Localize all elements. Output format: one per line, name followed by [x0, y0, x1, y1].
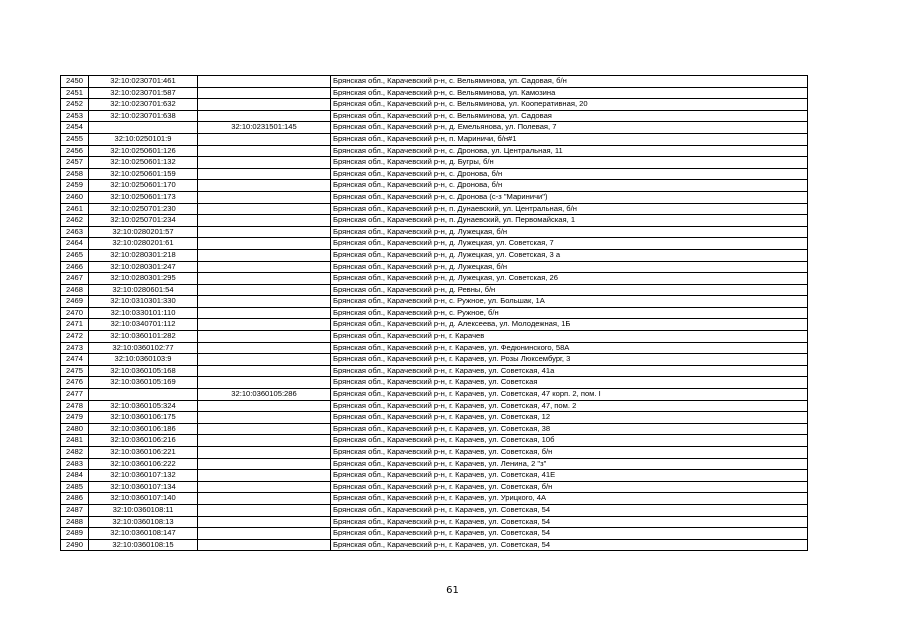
row-number-cell: 2470: [61, 307, 89, 319]
row-number-cell: 2485: [61, 481, 89, 493]
address-cell: Брянская обл., Карачевский р-н, с. Дронова, б/н: [331, 168, 808, 180]
address-cell: Брянская обл., Карачевский р-н, г. Карачев, ул. Розы Люксембург, 3: [331, 354, 808, 366]
cadastral-number-cell: 32:10:0250701:230: [89, 203, 198, 215]
table-row: [61, 284, 808, 296]
cadastral-number-cell: 32:10:0230701:461: [89, 76, 198, 88]
table-row: [61, 273, 808, 285]
address-cell: Брянская обл., Карачевский р-н, г. Карачев, ул. Советская, 38: [331, 423, 808, 435]
address-cell: Брянская обл., Карачевский р-н, г. Карачев, ул. Урицкого, 4А: [331, 493, 808, 505]
cadastral-number-cell: 32:10:0360105:168: [89, 365, 198, 377]
address-cell: Брянская обл., Карачевский р-н, г. Карачев, ул. Советская: [331, 377, 808, 389]
building-cadastral-number-cell: 32:10:0231501:145: [198, 122, 331, 134]
cadastral-number-cell: 32:10:0360107:132: [89, 470, 198, 482]
cadastral-number-cell: 32:10:0280601:54: [89, 284, 198, 296]
row-number-cell: 2465: [61, 249, 89, 261]
address-cell: Брянская обл., Карачевский р-н, с. Ружное, ул. Большак, 1А: [331, 296, 808, 308]
cadastral-number-cell: 32:10:0360106:175: [89, 412, 198, 424]
table-row: [61, 133, 808, 145]
table-row: [61, 377, 808, 389]
table-row: [61, 226, 808, 238]
cadastral-number-cell: [89, 122, 198, 134]
table-row: [61, 412, 808, 424]
address-cell: Брянская обл., Карачевский р-н, г. Карачев: [331, 331, 808, 343]
table-row: [61, 296, 808, 308]
cadastral-number-cell: 32:10:0360103:9: [89, 354, 198, 366]
building-cadastral-number-cell: [198, 342, 331, 354]
building-cadastral-number-cell: [198, 412, 331, 424]
cadastral-number-cell: 32:10:0230701:638: [89, 110, 198, 122]
cadastral-number-cell: 32:10:0360106:221: [89, 447, 198, 459]
address-cell: Брянская обл., Карачевский р-н, с. Вельяминова, ул. Кооперативная, 20: [331, 99, 808, 111]
table-row: [61, 168, 808, 180]
building-cadastral-number-cell: [198, 354, 331, 366]
address-cell: Брянская обл., Карачевский р-н, г. Карачев, ул. Советская, б/н: [331, 481, 808, 493]
address-cell: Брянская обл., Карачевский р-н, д. Лужецкая, ул. Советская, 3 а: [331, 249, 808, 261]
row-number-cell: 2451: [61, 87, 89, 99]
address-cell: Брянская обл., Карачевский р-н, г. Карачев, ул. Советская, 12: [331, 412, 808, 424]
row-number-cell: 2453: [61, 110, 89, 122]
cadastral-number-cell: 32:10:0340701:112: [89, 319, 198, 331]
address-cell: Брянская обл., Карачевский р-н, д. Бугры, б/н: [331, 157, 808, 169]
building-cadastral-number-cell: [198, 447, 331, 459]
building-cadastral-number-cell: [198, 157, 331, 169]
table-row: [61, 238, 808, 250]
building-cadastral-number-cell: [198, 296, 331, 308]
address-cell: Брянская обл., Карачевский р-н, д. Алексеева, ул. Молодежная, 1Б: [331, 319, 808, 331]
address-cell: Брянская обл., Карачевский р-н, с. Дронова, ул. Центральная, 11: [331, 145, 808, 157]
cadastral-number-cell: 32:10:0360105:169: [89, 377, 198, 389]
page-number: 61: [446, 585, 459, 596]
cadastral-number-cell: 32:10:0250601:173: [89, 191, 198, 203]
table-row: [61, 481, 808, 493]
cadastral-number-cell: 32:10:0280301:247: [89, 261, 198, 273]
building-cadastral-number-cell: [198, 87, 331, 99]
cadastral-number-cell: 32:10:0360108:11: [89, 504, 198, 516]
row-number-cell: 2455: [61, 133, 89, 145]
row-number-cell: 2476: [61, 377, 89, 389]
address-cell: Брянская обл., Карачевский р-н, с. Ружное, б/н: [331, 307, 808, 319]
row-number-cell: 2471: [61, 319, 89, 331]
building-cadastral-number-cell: [198, 203, 331, 215]
row-number-cell: 2460: [61, 191, 89, 203]
building-cadastral-number-cell: [198, 307, 331, 319]
row-number-cell: 2463: [61, 226, 89, 238]
table-row: [61, 331, 808, 343]
building-cadastral-number-cell: [198, 516, 331, 528]
building-cadastral-number-cell: [198, 377, 331, 389]
row-number-cell: 2458: [61, 168, 89, 180]
table-row: [61, 307, 808, 319]
cadastral-number-cell: 32:10:0360106:222: [89, 458, 198, 470]
cadastral-number-cell: 32:10:0360102:77: [89, 342, 198, 354]
row-number-cell: 2452: [61, 99, 89, 111]
building-cadastral-number-cell: [198, 481, 331, 493]
building-cadastral-number-cell: [198, 458, 331, 470]
table-row: [61, 470, 808, 482]
row-number-cell: 2450: [61, 76, 89, 88]
table-row: [61, 539, 808, 551]
row-number-cell: 2479: [61, 412, 89, 424]
table-row: [61, 493, 808, 505]
table-row: [61, 504, 808, 516]
cadastral-number-cell: 32:10:0360108:15: [89, 539, 198, 551]
row-number-cell: 2462: [61, 215, 89, 227]
cadastral-number-cell: 32:10:0230701:587: [89, 87, 198, 99]
table-row: [61, 99, 808, 111]
building-cadastral-number-cell: [198, 110, 331, 122]
building-cadastral-number-cell: [198, 273, 331, 285]
property-table: [60, 75, 808, 551]
row-number-cell: 2469: [61, 296, 89, 308]
building-cadastral-number-cell: [198, 215, 331, 227]
cadastral-number-cell: 32:10:0360105:324: [89, 400, 198, 412]
address-cell: Брянская обл., Карачевский р-н, г. Карачев, ул. Советская, 54: [331, 539, 808, 551]
row-number-cell: 2478: [61, 400, 89, 412]
building-cadastral-number-cell: [198, 319, 331, 331]
row-number-cell: 2484: [61, 470, 89, 482]
row-number-cell: 2472: [61, 331, 89, 343]
row-number-cell: 2474: [61, 354, 89, 366]
cadastral-number-cell: 32:10:0250601:126: [89, 145, 198, 157]
address-cell: Брянская обл., Карачевский р-н, с. Дронова, б/н: [331, 180, 808, 192]
table-row: [61, 261, 808, 273]
table-row: [61, 191, 808, 203]
building-cadastral-number-cell: [198, 493, 331, 505]
building-cadastral-number-cell: [198, 238, 331, 250]
building-cadastral-number-cell: [198, 99, 331, 111]
address-cell: Брянская обл., Карачевский р-н, д. Лужецкая, ул. Советская, 7: [331, 238, 808, 250]
cadastral-number-cell: 32:10:0250601:170: [89, 180, 198, 192]
building-cadastral-number-cell: [198, 145, 331, 157]
table-row: [61, 249, 808, 261]
cadastral-number-cell: 32:10:0360106:186: [89, 423, 198, 435]
address-cell: Брянская обл., Карачевский р-н, г. Карачев, ул. Ленина, 2 "з": [331, 458, 808, 470]
building-cadastral-number-cell: [198, 435, 331, 447]
table-row: [61, 180, 808, 192]
property-table-body: [61, 76, 808, 551]
row-number-cell: 2477: [61, 389, 89, 401]
address-cell: Брянская обл., Карачевский р-н, с. Вельяминова, ул. Садовая: [331, 110, 808, 122]
address-cell: Брянская обл., Карачевский р-н, г. Карачев, ул. Советская, б/н: [331, 447, 808, 459]
cadastral-number-cell: 32:10:0230701:632: [89, 99, 198, 111]
table-row: [61, 76, 808, 88]
table-row: [61, 365, 808, 377]
building-cadastral-number-cell: [198, 226, 331, 238]
table-row: [61, 389, 808, 401]
table-row: [61, 447, 808, 459]
cadastral-number-cell: 32:10:0360101:282: [89, 331, 198, 343]
address-cell: Брянская обл., Карачевский р-н, д. Лужецкая, б/н: [331, 261, 808, 273]
address-cell: Брянская обл., Карачевский р-н, г. Карачев, ул. Советская, 41а: [331, 365, 808, 377]
row-number-cell: 2487: [61, 504, 89, 516]
row-number-cell: 2454: [61, 122, 89, 134]
building-cadastral-number-cell: [198, 423, 331, 435]
cadastral-number-cell: 32:10:0280201:61: [89, 238, 198, 250]
address-cell: Брянская обл., Карачевский р-н, г. Карачев, ул. Советская, 47, пом. 2: [331, 400, 808, 412]
row-number-cell: 2475: [61, 365, 89, 377]
cadastral-number-cell: 32:10:0310301:330: [89, 296, 198, 308]
row-number-cell: 2461: [61, 203, 89, 215]
cadastral-number-cell: 32:10:0360106:216: [89, 435, 198, 447]
building-cadastral-number-cell: [198, 539, 331, 551]
address-cell: Брянская обл., Карачевский р-н, с. Вельяминова, ул. Камозина: [331, 87, 808, 99]
table-row: [61, 528, 808, 540]
row-number-cell: 2468: [61, 284, 89, 296]
building-cadastral-number-cell: [198, 331, 331, 343]
cadastral-number-cell: [89, 389, 198, 401]
building-cadastral-number-cell: [198, 284, 331, 296]
table-row: [61, 400, 808, 412]
row-number-cell: 2457: [61, 157, 89, 169]
building-cadastral-number-cell: [198, 400, 331, 412]
building-cadastral-number-cell: [198, 528, 331, 540]
address-cell: Брянская обл., Карачевский р-н, г. Карачев, ул. Советская, 54: [331, 504, 808, 516]
table-row: [61, 215, 808, 227]
building-cadastral-number-cell: [198, 261, 331, 273]
address-cell: Брянская обл., Карачевский р-н, д. Емельянова, ул. Полевая, 7: [331, 122, 808, 134]
row-number-cell: 2480: [61, 423, 89, 435]
table-row: [61, 87, 808, 99]
table-row: [61, 516, 808, 528]
table-row: [61, 203, 808, 215]
row-number-cell: 2459: [61, 180, 89, 192]
table-row: [61, 110, 808, 122]
cadastral-number-cell: 32:10:0250101:9: [89, 133, 198, 145]
row-number-cell: 2490: [61, 539, 89, 551]
table-row: [61, 145, 808, 157]
address-cell: Брянская обл., Карачевский р-н, г. Карачев, ул. Советская, 10б: [331, 435, 808, 447]
address-cell: Брянская обл., Карачевский р-н, д. Лужецкая, ул. Советская, 26: [331, 273, 808, 285]
address-cell: Брянская обл., Карачевский р-н, п. Дунаевский, ул. Центральная, б/н: [331, 203, 808, 215]
row-number-cell: 2481: [61, 435, 89, 447]
address-cell: Брянская обл., Карачевский р-н, г. Карачев, ул. Советская, 41Е: [331, 470, 808, 482]
cadastral-number-cell: 32:10:0360108:147: [89, 528, 198, 540]
address-cell: Брянская обл., Карачевский р-н, д. Лужецкая, б/н: [331, 226, 808, 238]
row-number-cell: 2488: [61, 516, 89, 528]
address-cell: Брянская обл., Карачевский р-н, г. Карачев, ул. Советская, 54: [331, 528, 808, 540]
cadastral-number-cell: 32:10:0330101:110: [89, 307, 198, 319]
building-cadastral-number-cell: [198, 365, 331, 377]
cadastral-number-cell: 32:10:0250601:132: [89, 157, 198, 169]
building-cadastral-number-cell: 32:10:0360105:286: [198, 389, 331, 401]
address-cell: Брянская обл., Карачевский р-н, д. Ревны, б/н: [331, 284, 808, 296]
table-row: [61, 122, 808, 134]
address-cell: Брянская обл., Карачевский р-н, с. Вельяминова, ул. Садовая, б/н: [331, 76, 808, 88]
row-number-cell: 2456: [61, 145, 89, 157]
building-cadastral-number-cell: [198, 76, 331, 88]
cadastral-number-cell: 32:10:0250601:159: [89, 168, 198, 180]
cadastral-number-cell: 32:10:0360107:134: [89, 481, 198, 493]
cadastral-number-cell: 32:10:0360108:13: [89, 516, 198, 528]
row-number-cell: 2467: [61, 273, 89, 285]
row-number-cell: 2464: [61, 238, 89, 250]
address-cell: Брянская обл., Карачевский р-н, п. Мариничи, б/н#1: [331, 133, 808, 145]
cadastral-number-cell: 32:10:0280201:57: [89, 226, 198, 238]
building-cadastral-number-cell: [198, 504, 331, 516]
table-row: [61, 435, 808, 447]
cadastral-number-cell: 32:10:0280301:218: [89, 249, 198, 261]
address-cell: Брянская обл., Карачевский р-н, п. Дунаевский, ул. Первомайская, 1: [331, 215, 808, 227]
table-row: [61, 423, 808, 435]
address-cell: Брянская обл., Карачевский р-н, с. Дронова (с-з "Мариничи"): [331, 191, 808, 203]
building-cadastral-number-cell: [198, 133, 331, 145]
table-row: [61, 354, 808, 366]
cadastral-number-cell: 32:10:0360107:140: [89, 493, 198, 505]
address-cell: Брянская обл., Карачевский р-н, г. Карачев, ул. Советская, 47 корп. 2, пом. I: [331, 389, 808, 401]
row-number-cell: 2486: [61, 493, 89, 505]
table-row: [61, 458, 808, 470]
table-row: [61, 157, 808, 169]
table-row: [61, 319, 808, 331]
building-cadastral-number-cell: [198, 191, 331, 203]
address-cell: Брянская обл., Карачевский р-н, г. Карачев, ул. Федюнинского, 58А: [331, 342, 808, 354]
row-number-cell: 2489: [61, 528, 89, 540]
address-cell: Брянская обл., Карачевский р-н, г. Карачев, ул. Советская, 54: [331, 516, 808, 528]
cadastral-number-cell: 32:10:0250701:234: [89, 215, 198, 227]
building-cadastral-number-cell: [198, 249, 331, 261]
cadastral-number-cell: 32:10:0280301:295: [89, 273, 198, 285]
row-number-cell: 2473: [61, 342, 89, 354]
table-row: [61, 342, 808, 354]
building-cadastral-number-cell: [198, 168, 331, 180]
row-number-cell: 2466: [61, 261, 89, 273]
row-number-cell: 2483: [61, 458, 89, 470]
building-cadastral-number-cell: [198, 180, 331, 192]
row-number-cell: 2482: [61, 447, 89, 459]
building-cadastral-number-cell: [198, 470, 331, 482]
